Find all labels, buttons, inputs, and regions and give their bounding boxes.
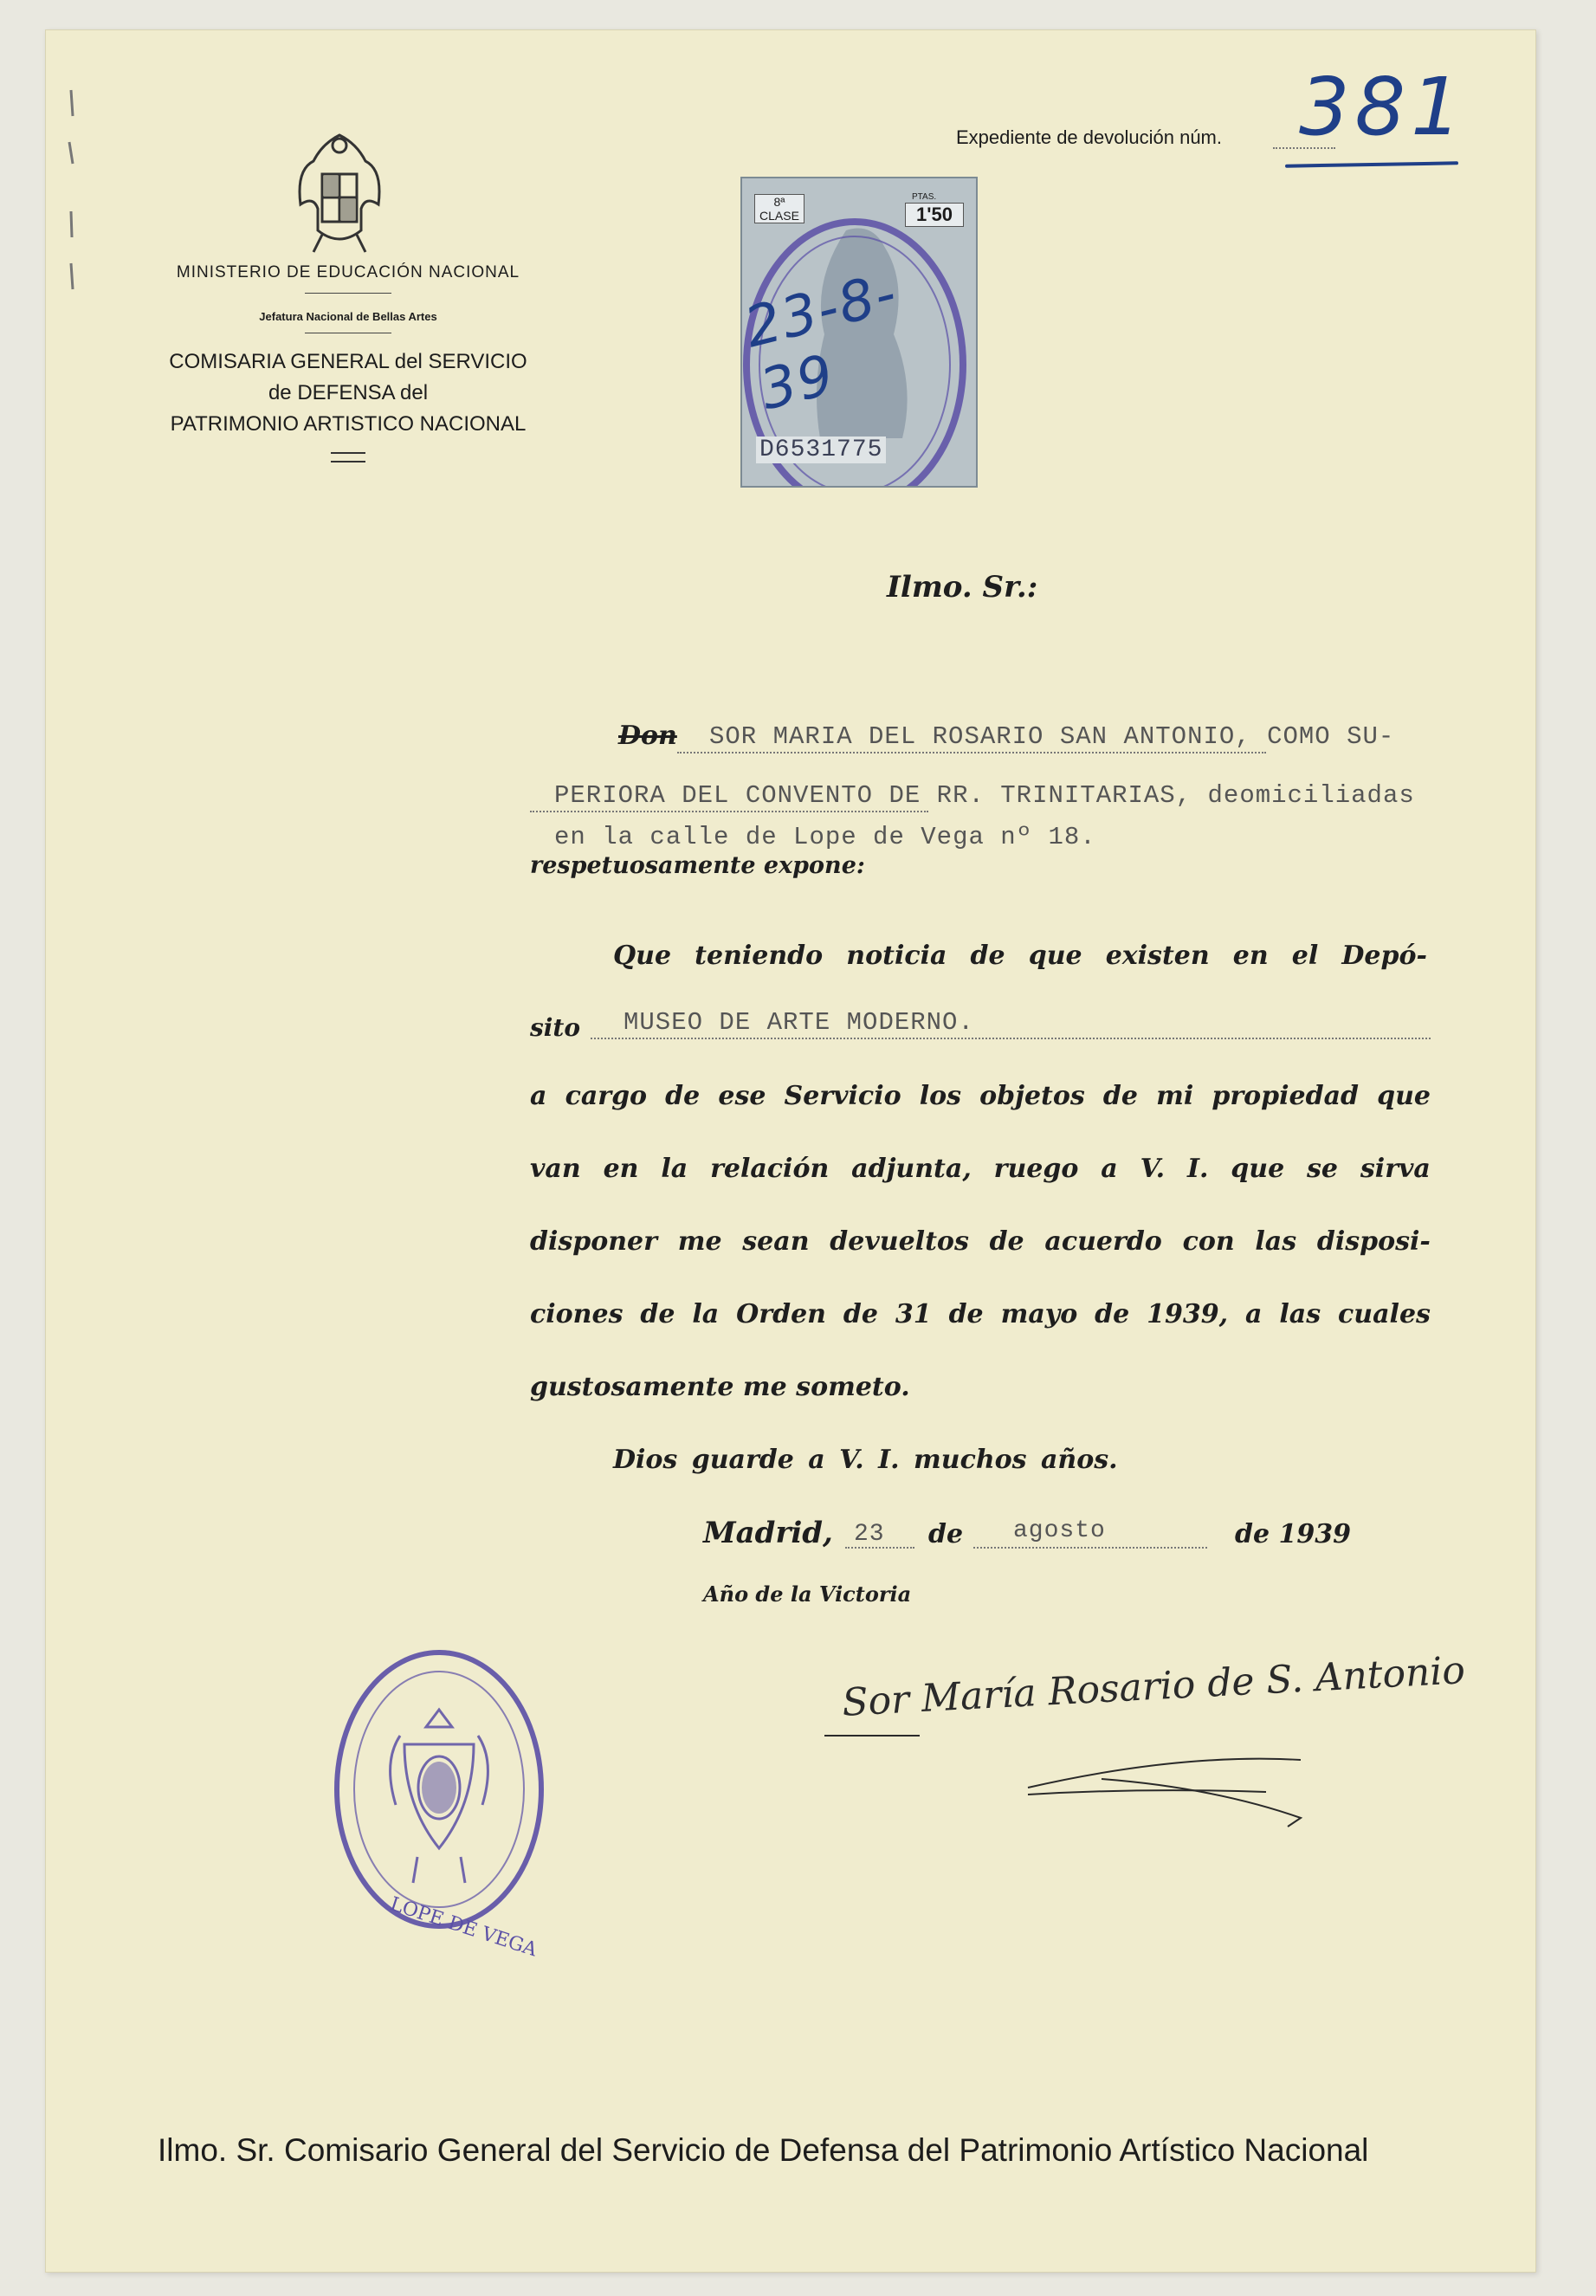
word: de bbox=[843, 1299, 878, 1329]
word: devueltos bbox=[830, 1226, 969, 1257]
word: objetos bbox=[979, 1081, 1085, 1111]
body-line-3 bbox=[530, 1081, 1431, 1111]
petitioner-prefix: Don bbox=[618, 721, 677, 751]
body-line-2-prefix: sito bbox=[530, 1013, 581, 1042]
word: V. bbox=[1140, 1154, 1166, 1184]
header-divider bbox=[305, 293, 391, 294]
word: disponer bbox=[530, 1226, 657, 1257]
date-month: agosto bbox=[1013, 1517, 1106, 1544]
dotted-rule bbox=[845, 1547, 914, 1549]
coat-of-arms-icon bbox=[288, 126, 391, 256]
word: mi bbox=[1156, 1081, 1194, 1111]
word: que bbox=[1231, 1154, 1285, 1184]
footer-addressee: Ilmo. Sr. Comisario General del Servicio de Defensa del Patrimonio Artístico Nacional bbox=[158, 2132, 1369, 2168]
document-page bbox=[45, 29, 1536, 2273]
word: el bbox=[1291, 941, 1319, 971]
comisaria-line-3: PATRIMONIO ARTISTICO NACIONAL bbox=[170, 412, 527, 436]
double-rule bbox=[331, 452, 365, 462]
word: ruego bbox=[993, 1154, 1079, 1184]
salutation: Ilmo. Sr.: bbox=[887, 570, 1038, 605]
word: Servicio bbox=[784, 1081, 901, 1111]
word: a bbox=[530, 1081, 547, 1111]
word: Que bbox=[613, 941, 672, 971]
word: disposi- bbox=[1316, 1226, 1431, 1257]
word: sirva bbox=[1360, 1154, 1431, 1184]
expediente-underline bbox=[1285, 161, 1458, 167]
expediente-label: Expediente de devolución núm. bbox=[956, 126, 1222, 148]
word: la bbox=[661, 1154, 688, 1184]
word: se bbox=[1307, 1154, 1339, 1184]
word: de bbox=[970, 941, 1005, 971]
word: las bbox=[1255, 1226, 1297, 1257]
word: mayo bbox=[1000, 1299, 1078, 1329]
signature bbox=[816, 1648, 1474, 1848]
word: de bbox=[1095, 1299, 1130, 1329]
word: me bbox=[677, 1226, 722, 1257]
word: que bbox=[1377, 1081, 1431, 1111]
stamp-price: 1'50 bbox=[905, 203, 964, 227]
word: en bbox=[603, 1154, 639, 1184]
word: las bbox=[1279, 1299, 1321, 1329]
stamp-date: 23-8-39 bbox=[738, 261, 904, 424]
word: teniendo bbox=[695, 941, 824, 971]
word: con bbox=[1182, 1226, 1235, 1257]
stamp-class: 8ª CLASE bbox=[754, 194, 804, 223]
word: I. bbox=[1186, 1154, 1209, 1184]
word: propiedad bbox=[1212, 1081, 1360, 1111]
dotted-rule bbox=[973, 1547, 1207, 1549]
word: a bbox=[1101, 1154, 1118, 1184]
petitioner-line-3: en la calle de Lope de Vega nº 18. bbox=[554, 823, 1096, 851]
svg-text:LOPE DE VEGA: LOPE DE VEGA bbox=[387, 1893, 540, 1961]
date-de-1: de bbox=[928, 1519, 964, 1549]
comisaria-line-1: COMISARIA GENERAL del SERVICIO bbox=[169, 350, 527, 373]
word: 31 bbox=[895, 1299, 932, 1329]
ministry-title: MINISTERIO DE EDUCACIÓN NACIONAL bbox=[176, 263, 520, 281]
word: de bbox=[640, 1299, 675, 1329]
word: Depó- bbox=[1341, 941, 1427, 971]
word: sean bbox=[742, 1226, 810, 1257]
signature-text: Sor María Rosario de S. Antonio bbox=[841, 1648, 1467, 1725]
word: van bbox=[530, 1154, 581, 1184]
body-line-7: gustosamente me someto. bbox=[530, 1372, 910, 1402]
era-label: Año de la Victoria bbox=[703, 1581, 912, 1607]
body-line-6 bbox=[530, 1299, 1431, 1329]
word: que bbox=[1028, 941, 1082, 971]
word: en bbox=[1232, 941, 1269, 971]
word: cargo bbox=[565, 1081, 648, 1111]
word: acuerdo bbox=[1044, 1226, 1162, 1257]
word: noticia bbox=[846, 941, 947, 971]
word: relación bbox=[710, 1154, 830, 1184]
word: cuales bbox=[1338, 1299, 1431, 1329]
date-city: Madrid, bbox=[703, 1516, 833, 1550]
word: 1939, bbox=[1147, 1299, 1229, 1329]
dotted-rule bbox=[530, 811, 928, 812]
date-day: 23 bbox=[854, 1521, 885, 1548]
word: de bbox=[948, 1299, 984, 1329]
word: de bbox=[989, 1226, 1024, 1257]
date-year: de 1939 bbox=[1235, 1519, 1352, 1549]
word: de bbox=[665, 1081, 701, 1111]
revenue-stamp bbox=[740, 177, 978, 488]
body-line-4 bbox=[530, 1154, 1431, 1184]
petitioner-line-1: SOR MARIA DEL ROSARIO SAN ANTONIO, COMO SU- bbox=[709, 722, 1395, 751]
stamp-price-label: PTAS. bbox=[912, 192, 937, 202]
word: existen bbox=[1105, 941, 1210, 971]
word: los bbox=[919, 1081, 962, 1111]
word: Orden bbox=[736, 1299, 826, 1329]
expediente-number: 381 bbox=[1299, 61, 1467, 153]
petitioner-line-2: PERIORA DEL CONVENTO DE RR. TRINITARIAS, deomiciliadas bbox=[554, 781, 1415, 810]
dotted-rule bbox=[591, 1038, 1431, 1039]
body-line-1 bbox=[613, 941, 1427, 971]
convent-seal-icon bbox=[331, 1632, 556, 1961]
word: ese bbox=[718, 1081, 766, 1111]
stamp-serial: D6531775 bbox=[756, 437, 886, 463]
deposit-name: MUSEO DE ARTE MODERNO. bbox=[624, 1008, 974, 1037]
body-line-5 bbox=[530, 1226, 1431, 1257]
closing-formula: Dios guarde a V. I. muchos años. bbox=[613, 1445, 1118, 1475]
word: ciones bbox=[530, 1299, 624, 1329]
word: adjunta, bbox=[851, 1154, 972, 1184]
expone-label: respetuosamente expone: bbox=[530, 852, 865, 879]
word: a bbox=[1245, 1299, 1263, 1329]
margin-marks bbox=[62, 81, 80, 393]
dotted-rule bbox=[677, 752, 1266, 753]
comisaria-line-2: de DEFENSA del bbox=[268, 381, 429, 404]
word: la bbox=[692, 1299, 720, 1329]
jefatura-title: Jefatura Nacional de Bellas Artes bbox=[259, 310, 437, 323]
word: de bbox=[1102, 1081, 1138, 1111]
